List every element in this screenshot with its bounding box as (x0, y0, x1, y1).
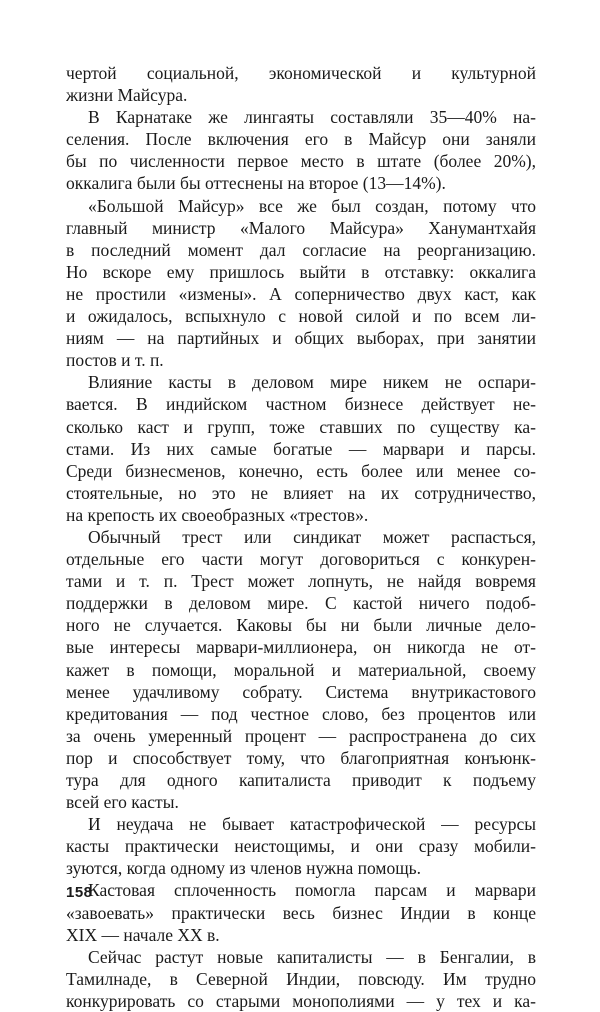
text-line: главный министр «Малого Майсура» Ханумантхайя (66, 217, 536, 238)
text-line: сколько каст и групп, тоже ставших по существу ка- (66, 416, 536, 437)
text-line: Сейчас растут новые капиталисты — в Бенгалии, в (88, 946, 536, 967)
text-line: не простили «измены». А соперничество двух каст, как (66, 283, 536, 304)
paragraph-3 (66, 195, 536, 372)
text-line: Обычный трест или синдикат может распасться, (88, 526, 536, 547)
text-line: Тамилнаде, в Северной Индии, повсюду. Им трудно (66, 968, 536, 989)
paragraph-5 (66, 526, 536, 813)
text-line: XIX — начале XX в. (66, 924, 220, 945)
text-line: вые интересы марвари-миллионера, он никогда не от- (66, 637, 536, 658)
text-line: за очень умеренный процент — распространена до сих (66, 725, 536, 746)
text-line: поддержки в деловом мире. С кастой ничего подоб- (66, 593, 536, 614)
text-line: менее удачливому собрату. Система внутрикастового (66, 681, 536, 702)
page-text (66, 62, 536, 1012)
text-line: оккалига были бы оттеснены на второе (13—14%). (66, 173, 446, 194)
text-line: Но вскоре ему пришлось выйти в отставку: оккалига (66, 261, 536, 282)
text-line: отдельные его части могут договориться с конкурен- (66, 549, 536, 570)
text-line: в последний момент дал согласие на реорганизацию. (66, 239, 536, 260)
text-line: тура для одного капиталиста приводит к подъему (66, 770, 536, 790)
text-line: Среди бизнесменов, конечно, есть более или менее со- (66, 460, 536, 481)
text-line: постов и т. п. (66, 350, 164, 371)
text-line: стоятельные, но это не влияет на их сотрудничество, (66, 482, 536, 503)
page-number: 158 (66, 884, 93, 901)
text-line: бы по численности первое место в штате (более 20%), (66, 151, 536, 172)
text-line: «Большой Майсур» все же был создан, потому что (88, 195, 536, 216)
text-line: и ожидалось, вспыхнуло с новой силой и по всем ли- (66, 306, 536, 327)
text-line: тами и т. п. Трест может лопнуть, не найдя вовремя (66, 571, 536, 592)
text-line: вается. В индийском частном бизнесе действует не- (66, 394, 536, 415)
text-line: всей его касты. (66, 792, 179, 813)
text-line: селения. После включения его в Майсур они заняли (66, 129, 536, 150)
paragraph-2 (66, 106, 536, 194)
text-line: стами. Из них самые богатые — марвари и парсы. (66, 438, 536, 459)
paragraph-8 (66, 946, 536, 1012)
text-line: Влияние касты в деловом мире никем не оспари- (88, 372, 536, 393)
text-line: касты практически неистощимы, и они сразу мобили- (66, 836, 536, 857)
paragraph-6 (66, 813, 536, 879)
text-line: зуются, когда одному из членов нужна помощь. (66, 858, 422, 879)
text-line: ного не случается. Каковы бы ни были личные дело- (66, 615, 536, 636)
text-line: чертой социальной, экономической и культурной (66, 63, 536, 83)
text-line: «завоевать» практически весь бизнес Индии в конце (66, 902, 536, 923)
text-line: на крепость их своеобразных «трестов». (66, 504, 369, 525)
text-line: кредитования — под честное слово, без процентов или (66, 703, 536, 724)
text-line: жизни Майсура. (66, 85, 188, 106)
paragraph-7 (66, 879, 536, 945)
text-line: И неудача не бывает катастрофической — ресурсы (88, 814, 536, 835)
paragraph-4 (66, 371, 536, 526)
text-line: Кастовая сплоченность помогла парсам и марвари (88, 880, 536, 901)
text-line: кажет в помощи, моральной и материальной, своему (66, 659, 536, 680)
text-line: конкурировать со старыми монополиями — у тех и ка- (66, 990, 536, 1011)
text-line: В Карнатаке же лингаяты составляли 35—40% на- (88, 107, 536, 128)
text-line: ниям — на партийных и общих выборах, при занятии (66, 328, 536, 349)
paragraph-1 (66, 62, 536, 106)
text-line: пор и способствует тому, что благоприятная конъюнк- (66, 747, 536, 768)
